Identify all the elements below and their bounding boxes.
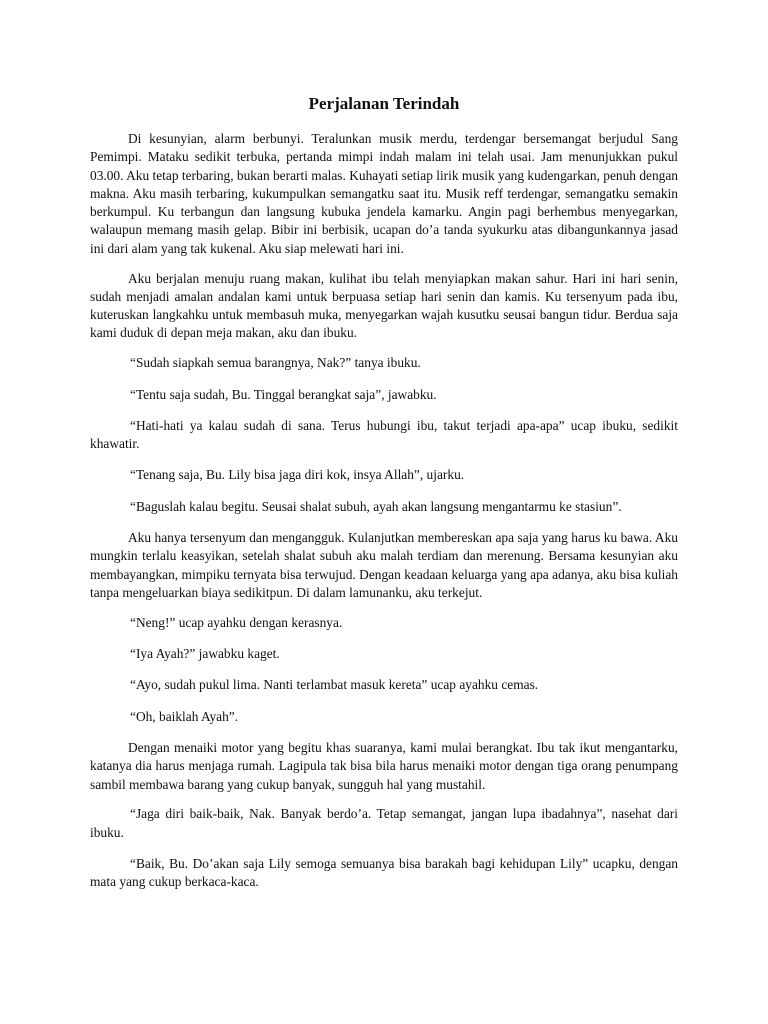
dialog-line: “Baik, Bu. Do’akan saja Lily semoga semuanya bisa barakah bagi kehidupan Lily” ucapku, dengan mata yang cukup berkaca-kaca. (90, 855, 678, 890)
dialog-line: “Sudah siapkah semua barangnya, Nak?” tanya ibuku. (130, 355, 421, 371)
document-page (90, 92, 678, 905)
paragraph: Di kesunyian, alarm berbunyi. Teralunkan musik merdu, terdengar bersemangat berjudul Sang Pemimpi. Mataku sedikit terbuka, pertanda mimpi indah malam ini telah usai. Jam menunjukkan pukul 03.00. Aku tetap terbaring, bukan berarti malas. Kuhayati setiap lirik musik yang kudengarkan, penuh dengan makna. Aku masih terbaring, kukumpulkan semangatku saat itu. Musik reff terdengar, semangatku semakin berkumpul. Ku terbangun dan langsung kubuka jendela kamarku. Angin pagi berhembus menyegarkan, walaupun memang masih gelap. Bibir ini berbisik, ucapan do’a tanda syukurku atas dibangunkannya jasad ini dari alam yang tak kukenal. Aku siap melewati hari ini. (90, 131, 678, 256)
dialog-line: “Tenang saja, Bu. Lily bisa jaga diri kok, insya Allah”, ujarku. (130, 467, 465, 483)
dialog-line: “Ayo, sudah pukul lima. Nanti terlambat masuk kereta” ucap ayahku cemas. (130, 677, 539, 693)
paragraph: Aku hanya tersenyum dan mengangguk. Kulanjutkan membereskan apa saja yang harus ku bawa. Aku mungkin terlalu keasyikan, setelah shalat subuh aku malah terdiam dan merenung. Bersama kesunyian aku membayangkan, mimpiku ternyata bisa terwujud. Dengan keadaan keluarga yang apa adanya, aku bisa kuliah tanpa mengeluarkan biaya sedikitpun. Di dalam lamunanku, aku terkejut. (90, 530, 678, 600)
dialog-line: “Baguslah kalau begitu. Seusai shalat subuh, ayah akan langsung mengantarmu ke stasiun”. (130, 498, 622, 514)
dialog-line: “Neng!” ucap ayahku dengan kerasnya. (130, 614, 343, 630)
paragraph: Aku berjalan menuju ruang makan, kulihat ibu telah menyiapkan makan sahur. Hari ini hari senin, sudah menjadi amalan andalan kami untuk berpuasa setiap hari senin dan kamis. Ku tersenyum pada ibu, kuteruskan langkahku untuk membasuh muka, menyegarkan wajah kusutku seusai bangun tidur. Berdua saja kami duduk di depan meja makan, aku dan ibuku. (90, 270, 678, 341)
dialog-line: “Hati-hati ya kalau sudah di sana. Terus hubungi ibu, takut terjadi apa-apa” ucap ibuku, sedikit khawatir. (90, 417, 678, 452)
paragraph: Dengan menaiki motor yang begitu khas suaranya, kami mulai berangkat. Ibu tak ikut mengantarku, katanya dia harus menjaga rumah. Lagipula tak bisa bila harus menaiki motor dengan tiga orang penumpang sambil membawa barang yang cukup banyak, sungguh hal yang mustahil. (90, 739, 678, 792)
dialog-line: “Iya Ayah?” jawabku kaget. (130, 646, 280, 662)
document-title: Perjalanan Terindah (308, 94, 460, 113)
dialog-line: “Oh, baiklah Ayah”. (130, 708, 239, 724)
dialog-line: “Tentu saja sudah, Bu. Tinggal berangkat saja”, jawabku. (130, 386, 437, 402)
dialog-line: “Jaga diri baik-baik, Nak. Banyak berdo’a. Tetap semangat, jangan lupa ibadahnya”, nasehat dari ibuku. (90, 806, 678, 840)
